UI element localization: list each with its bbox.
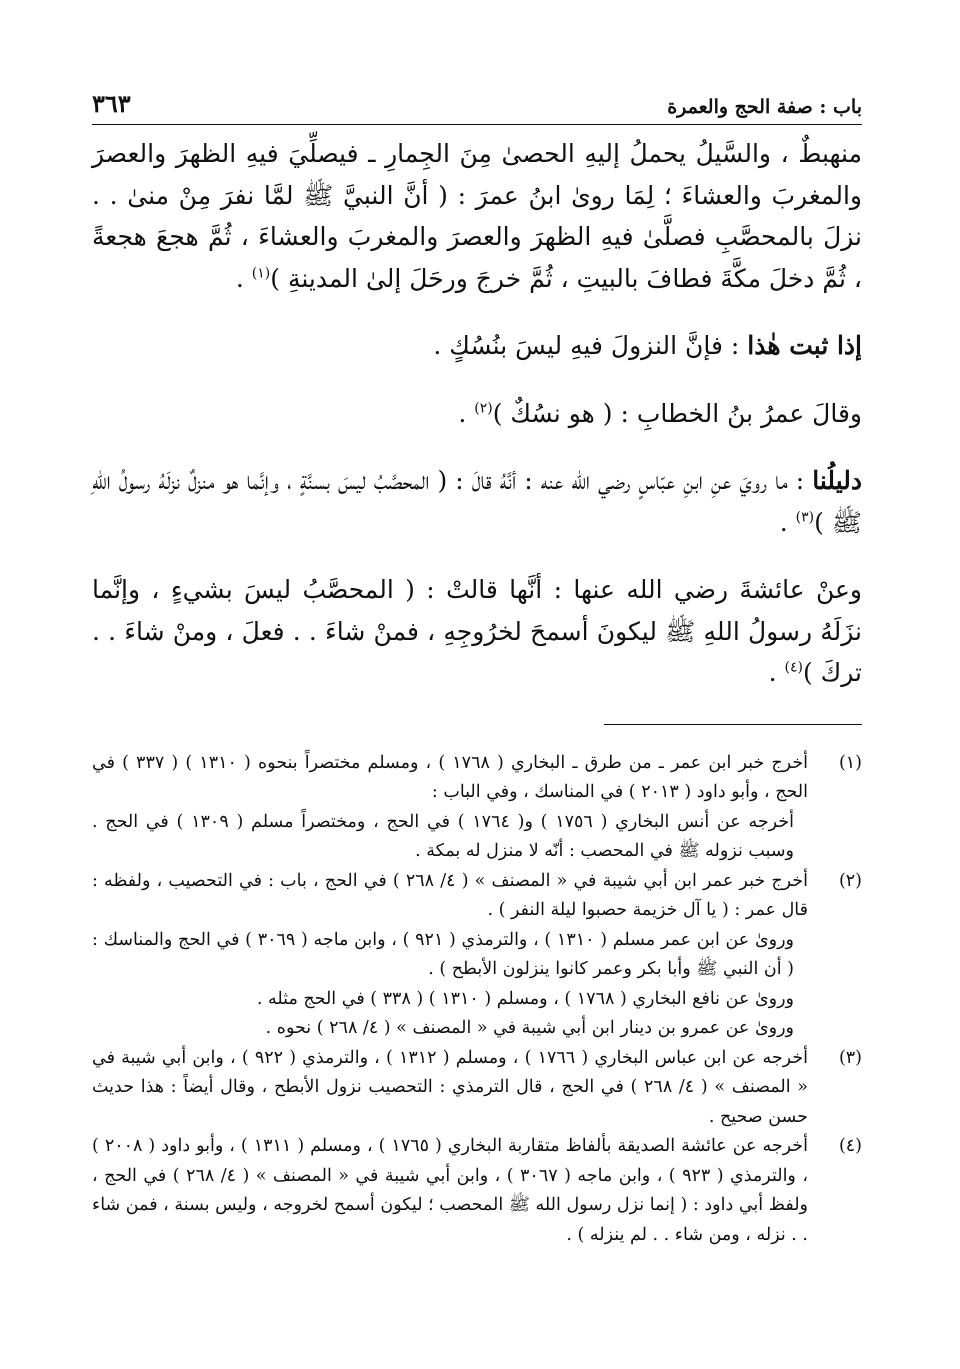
paragraph-end: . <box>768 658 785 687</box>
paragraph <box>92 133 862 299</box>
footnote-marker[interactable]: (٣) <box>795 509 815 526</box>
footnote <box>92 867 862 1044</box>
paragraph <box>92 393 862 435</box>
footnote <box>92 749 862 867</box>
paragraph-text: وعنْ عائشةَ رضي الله عنها : أنَّها قالتْ : ( المحصَّبُ ليسَ بشيءٍ ، وإنَّما نزَلَهُ رسولُ اللهِ ﷺ ليكونَ أسمحَ لخرُوجِهِ ، فمنْ شاءَ . . فعلَ ، ومنْ شاءَ . . تركَ ) <box>92 575 862 687</box>
footnote-line: أخرج خبر ابن عمر ـ من طرق ـ البخاري ( ١٧٦٨ ) ، ومسلم مختصراً بنحوه ( ١٣١٠ ) ( ٣٣٧ ) في الحج ، وأبو داود ( ٢٠١٣ ) في المناسك ، وفي الباب : <box>92 752 809 802</box>
paragraph-text: منهبطٌ ، والسَّيلُ يحملُ إليهِ الحصىٰ مِنَ الجِمارِ ـ فيصلِّيَ فيهِ الظهرَ والعصرَ والمغربَ والعشاءَ ؛ لِمَا روىٰ ابنُ عمرَ : ( أنَّ النبيَّ ﷺ لمَّا نفرَ مِنْ منىٰ . . نزلَ بالمحصَّبِ فصلَّىٰ فيهِ الظهرَ والعصرَ والمغربَ والعشاءَ ، ثُمَّ هجعَ هجعةً ، ثُمَّ دخلَ مكَّةَ فطافَ بالبيتِ ، ثُمَّ خرجَ ورحَلَ إلىٰ المدينةِ ) <box>92 139 863 293</box>
footnote-marker[interactable]: (٤) <box>784 659 803 676</box>
footnotes <box>92 749 862 1251</box>
paragraph <box>92 460 862 543</box>
footnote-marker[interactable]: (٢) <box>474 400 493 417</box>
footnote <box>92 1132 862 1250</box>
paragraph-lead: إذا ثبت هٰذا <box>747 331 862 360</box>
page-number: ٣٦٣ <box>92 89 131 118</box>
footnote-line: أخرجه عن ابن عباس البخاري ( ١٧٦٦ ) ، ومسلم ( ١٣١٢ ) ، والترمذي ( ٩٢٢ ) ، وابن أبي شيبة في « المصنف » ( ٤/ ٢٦٨ ) في الحج ، قال الترمذي : التحصيب نزول الأبطح ، وقال أيضاً : هذا حديث حسن صحيح . <box>92 1047 808 1127</box>
paragraph-text: : فإنَّ النزولَ فيهِ ليسَ بنُسُكٍ . <box>433 331 748 360</box>
footnote-number: (٣) <box>838 1047 862 1068</box>
paragraph-text: وقالَ عمرُ بنُ الخطابِ : ( هو نسُكٌ ) <box>492 398 862 428</box>
footnote-line: أخرج خبر عمر ابن أبي شيبة في « المصنف » ( ٤/ ٢٦٨ ) في الحج ، باب : في التحصيب ، ولفظه : قال عمر : ( يا آل خزيمة حصبوا ليلة النفر ) . <box>92 870 808 920</box>
paragraph-end: . <box>779 507 796 537</box>
paragraph-end: . <box>458 398 475 428</box>
footnote <box>92 1044 862 1133</box>
chapter-title: باب : صفة الحج والعمرة <box>667 96 862 118</box>
footnote-line: وروىٰ عن عمرو بن دينار ابن أبي شيبة في « المصنف » ( ٤/ ٢٦٨ ) نحوه . <box>265 1018 794 1038</box>
footnote-line: أخرجه عن أنس البخاري ( ١٧٥٦ ) و( ١٧٦٤ ) في الحج ، ومختصراً مسلم ( ١٣٠٩ ) في الحج . وسبب نزوله ﷺ في المحصب : أنّه لا منزل له بمكة . <box>92 811 794 861</box>
paragraph <box>92 569 862 694</box>
footnote-number: (٢) <box>838 870 862 891</box>
footnote-body <box>92 1132 808 1250</box>
footnote-marker[interactable]: (١) <box>251 265 271 282</box>
paragraph-end: . <box>235 263 252 293</box>
footnote-number: (٤) <box>838 1136 862 1156</box>
footnote-body <box>92 867 808 1044</box>
paragraph-lead: دليلُنا <box>812 466 862 495</box>
running-header <box>92 78 862 125</box>
footnote-divider <box>604 724 862 725</box>
footnote-line: أخرجه عن عائشة الصديقة بألفاظ متقاربة البخاري ( ١٧٦٥ ) ، ومسلم ( ١٣١١ ) ، وأبو داود ( ٢٠٠٨ ) ، والترمذي ( ٩٢٣ ) ، وابن ماجه ( ٣٠٦٧ ) ، وابن أبي شيبة في « المصنف » ( ٤/ ٢٦٨ ) في الحج ، ولفظ أبي داود : ( إنما نزل رسول الله ﷺ المحصب ؛ ليكون أسمح لخروجه ، وليس بسنة ، فمن شاء . . نزله ، ومن شاء . . لم ينزله ) . <box>92 1136 808 1245</box>
main-text <box>92 133 862 694</box>
footnote-body <box>92 1044 808 1133</box>
footnote-body <box>92 749 808 867</box>
footnote-line: وروىٰ عن نافع البخاري ( ١٧٦٨ ) ، ومسلم ( ١٣١٠ ) ( ٣٣٨ ) في الحج مثله . <box>256 988 794 1009</box>
footnote-number: (١) <box>838 752 862 773</box>
footnote-line: وروىٰ عن ابن عمر مسلم ( ١٣١٠ ) ، والترمذي ( ٩٢١ ) ، وابن ماجه ( ٣٠٦٩ ) في الحج والمناسك : ( أن النبي ﷺ وأبا بكر وعمر كانوا ينزلون الأبطح ) . <box>92 929 794 979</box>
paragraph-text: : ما رويَ عنِ ابنِ عبّاسٍ رضي الله عنه : أنَّهُ قالَ : ( المحصَّبُ ليسَ بسنَّةٍ ، وإنَّما هو منزلٌ نزلَهُ رسولُ اللهِ ﷺ ) <box>92 466 862 537</box>
paragraph <box>92 325 862 367</box>
